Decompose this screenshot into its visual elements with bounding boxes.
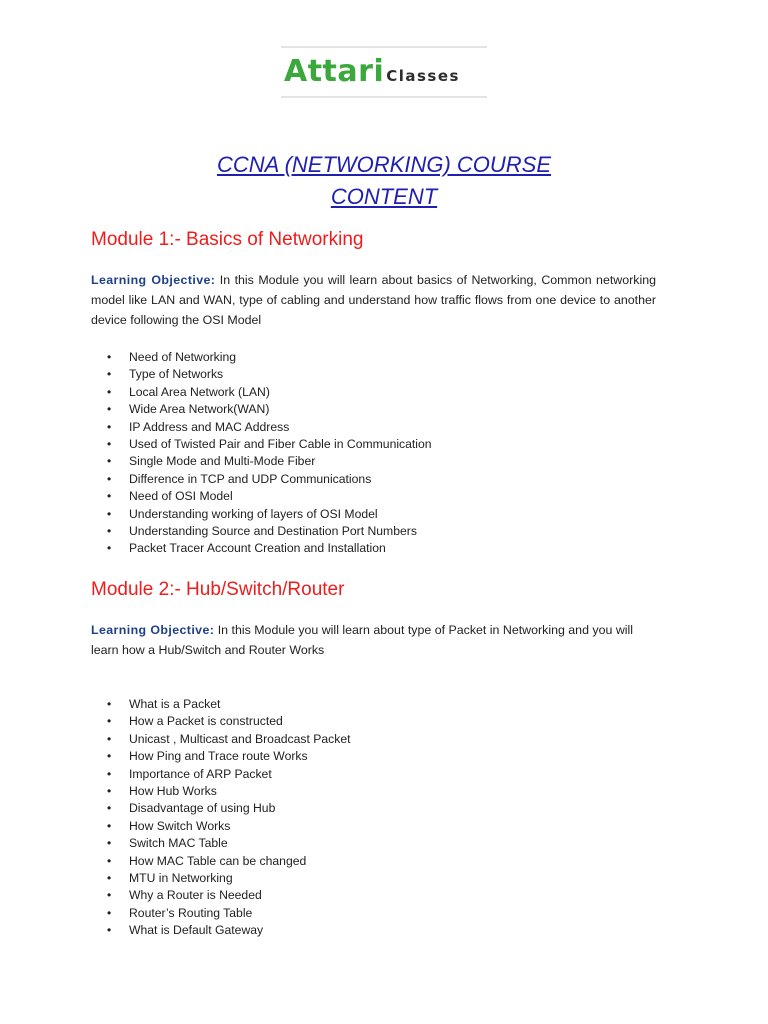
module-1-topic: • Single Mode and Multi-Mode Fiber	[107, 453, 432, 470]
module-1-objective-label: Learning Objective:	[91, 273, 216, 287]
module-1-topic-list	[107, 349, 432, 558]
module-2-topic: • How a Packet is constructed	[107, 713, 351, 730]
module-2-topic: • What is Default Gateway	[107, 922, 351, 939]
module-1-topic: • Understanding working of layers of OSI Model	[107, 506, 432, 523]
logo-wordmark	[284, 56, 460, 93]
module-1-objective	[91, 270, 656, 330]
module-2-topic: • Importance of ARP Packet	[107, 766, 351, 783]
module-2-topic: • What is a Packet	[107, 696, 351, 713]
document-title	[0, 149, 768, 213]
module-1-topic: • Used of Twisted Pair and Fiber Cable in Communication	[107, 436, 432, 453]
module-2-objective	[91, 620, 636, 660]
module-1-topic: • Need of Networking	[107, 349, 432, 366]
module-2-topic: • How MAC Table can be changed	[107, 853, 351, 870]
module-2-objective-text: In this Module you will learn about type of Packet in Networking and you will learn how a Hub/Switch and Router Works	[91, 623, 634, 657]
module-2-topic: • How Hub Works	[107, 783, 351, 800]
module-2-objective-label: Learning Objective:	[91, 623, 215, 637]
module-1-topic: • Local Area Network (LAN)	[107, 384, 432, 401]
module-1-topic: • Type of Networks	[107, 366, 432, 383]
module-2-topic-list	[107, 696, 351, 939]
logo-secondary-text: Classes	[386, 67, 460, 85]
module-2-heading: Module 2:- Hub/Switch/Router	[91, 579, 345, 600]
module-2-topic: • Unicast , Multicast and Broadcast Packet	[107, 731, 351, 748]
module-1-topic: • Wide Area Network(WAN)	[107, 401, 432, 418]
module-2-topic: • MTU in Networking	[107, 870, 351, 887]
module-1-heading: Module 1:- Basics of Networking	[91, 229, 364, 250]
logo-primary-text: Attari	[284, 54, 385, 89]
module-2-topic: • Disadvantage of using Hub	[107, 800, 351, 817]
module-2-topic: • Switch MAC Table	[107, 835, 351, 852]
document-title-line-2: CONTENT	[330, 184, 438, 209]
module-1-topic: • Understanding Source and Destination Port Numbers	[107, 523, 432, 540]
module-1-topic: • Difference in TCP and UDP Communications	[107, 471, 432, 488]
module-2-topic: • Router’s Routing Table	[107, 905, 351, 922]
module-2-topic: • How Switch Works	[107, 818, 351, 835]
module-2-topic: • Why a Router is Needed	[107, 887, 351, 904]
module-1-topic: • IP Address and MAC Address	[107, 419, 432, 436]
logo-bottom-rule	[281, 96, 487, 98]
module-1-topic: • Need of OSI Model	[107, 488, 432, 505]
attari-classes-logo	[281, 46, 487, 98]
logo-top-rule	[281, 46, 487, 48]
document-title-line-1: CCNA (NETWORKING) COURSE	[216, 152, 552, 177]
module-1-topic: • Packet Tracer Account Creation and Installation	[107, 540, 432, 557]
module-2-topic: • How Ping and Trace route Works	[107, 748, 351, 765]
module-1-objective-text: In this Module you will learn about basics of Networking, Common networking model like LAN and WAN, type of cabling and understand how traffic flows from one device to another device following the OSI Model	[91, 273, 656, 327]
